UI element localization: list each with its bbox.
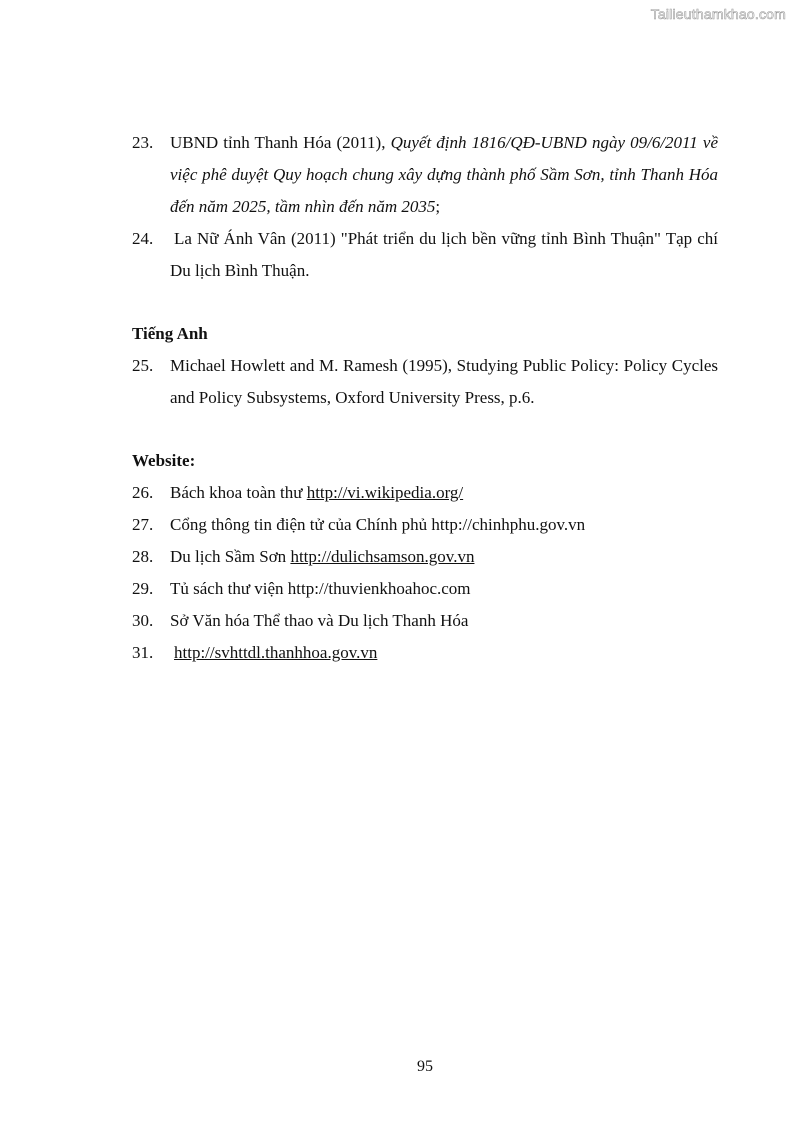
reference-text: La Nữ Ánh Vân (2011) "Phát triển du lịch bền vững tỉnh Bình Thuận" Tạp chí Du lịch Bình Thuận. — [170, 229, 718, 280]
reference-text: Sở Văn hóa Thể thao và Du lịch Thanh Hóa — [170, 611, 469, 630]
reference-number: 30. — [132, 611, 154, 630]
dulichsamson-link[interactable]: http://dulichsamson.gov.vn — [290, 547, 475, 566]
reference-number: 26. — [132, 483, 154, 502]
page-number: 95 — [417, 1058, 433, 1075]
reference-text: Bách khoa toàn thư http://vi.wikipedia.org/ — [170, 483, 464, 502]
reference-27 — [132, 509, 718, 541]
section-heading-website: Website: — [132, 451, 196, 470]
reference-text: Cổng thông tin điện tử của Chính phủ http://chinhphu.gov.vn — [170, 515, 586, 534]
reference-title: Quyết định 1816/QĐ-UBND ngày 09/6/2011 về việc phê duyệt Quy hoạch chung xây dựng thành phố Sầm Sơn, tỉnh Thanh Hóa đến năm 2025, tầm nhìn đến năm 2035 — [170, 133, 718, 216]
reference-number: 24. — [132, 229, 154, 248]
reference-28 — [132, 541, 718, 573]
reference-29 — [132, 573, 718, 605]
references-list — [132, 127, 718, 669]
reference-number: 28. — [132, 547, 154, 566]
reference-text — [170, 643, 377, 662]
reference-23 — [132, 127, 718, 223]
reference-text: UBND tỉnh Thanh Hóa (2011), Quyết định 1816/QĐ-UBND ngày 09/6/2011 về việc phê duyệt Quy hoạch chung xây dựng thành phố Sầm Sơn, tỉnh Thanh Hóa đến năm 2025, tầm nhìn đến năm 2035; — [170, 133, 718, 216]
reference-text: Tủ sách thư viện http://thuvienkhoahoc.com — [170, 579, 471, 598]
reference-31 — [132, 637, 718, 669]
svhttdl-link[interactable]: http://svhttdl.thanhhoa.gov.vn — [174, 643, 378, 662]
reference-26 — [132, 477, 718, 509]
section-heading-english: Tiếng Anh — [132, 324, 208, 343]
reference-text: Du lịch Sầm Sơn http://dulichsamson.gov.vn — [170, 547, 475, 566]
reference-number: 31. — [132, 643, 154, 662]
reference-25 — [132, 350, 718, 414]
reference-number: 23. — [132, 133, 154, 152]
reference-30 — [132, 605, 718, 637]
reference-number: 25. — [132, 356, 154, 375]
reference-24 — [132, 223, 718, 287]
reference-number: 27. — [132, 515, 154, 534]
wikipedia-link[interactable]: http://vi.wikipedia.org/ — [306, 483, 464, 502]
reference-text: Michael Howlett and M. Ramesh (1995), Studying Public Policy: Policy Cycles and Policy Subsystems, Oxford University Press, p.6. — [170, 356, 718, 407]
watermark-text: Tailieuthamkhao.com — [650, 6, 786, 22]
reference-number: 29. — [132, 579, 154, 598]
